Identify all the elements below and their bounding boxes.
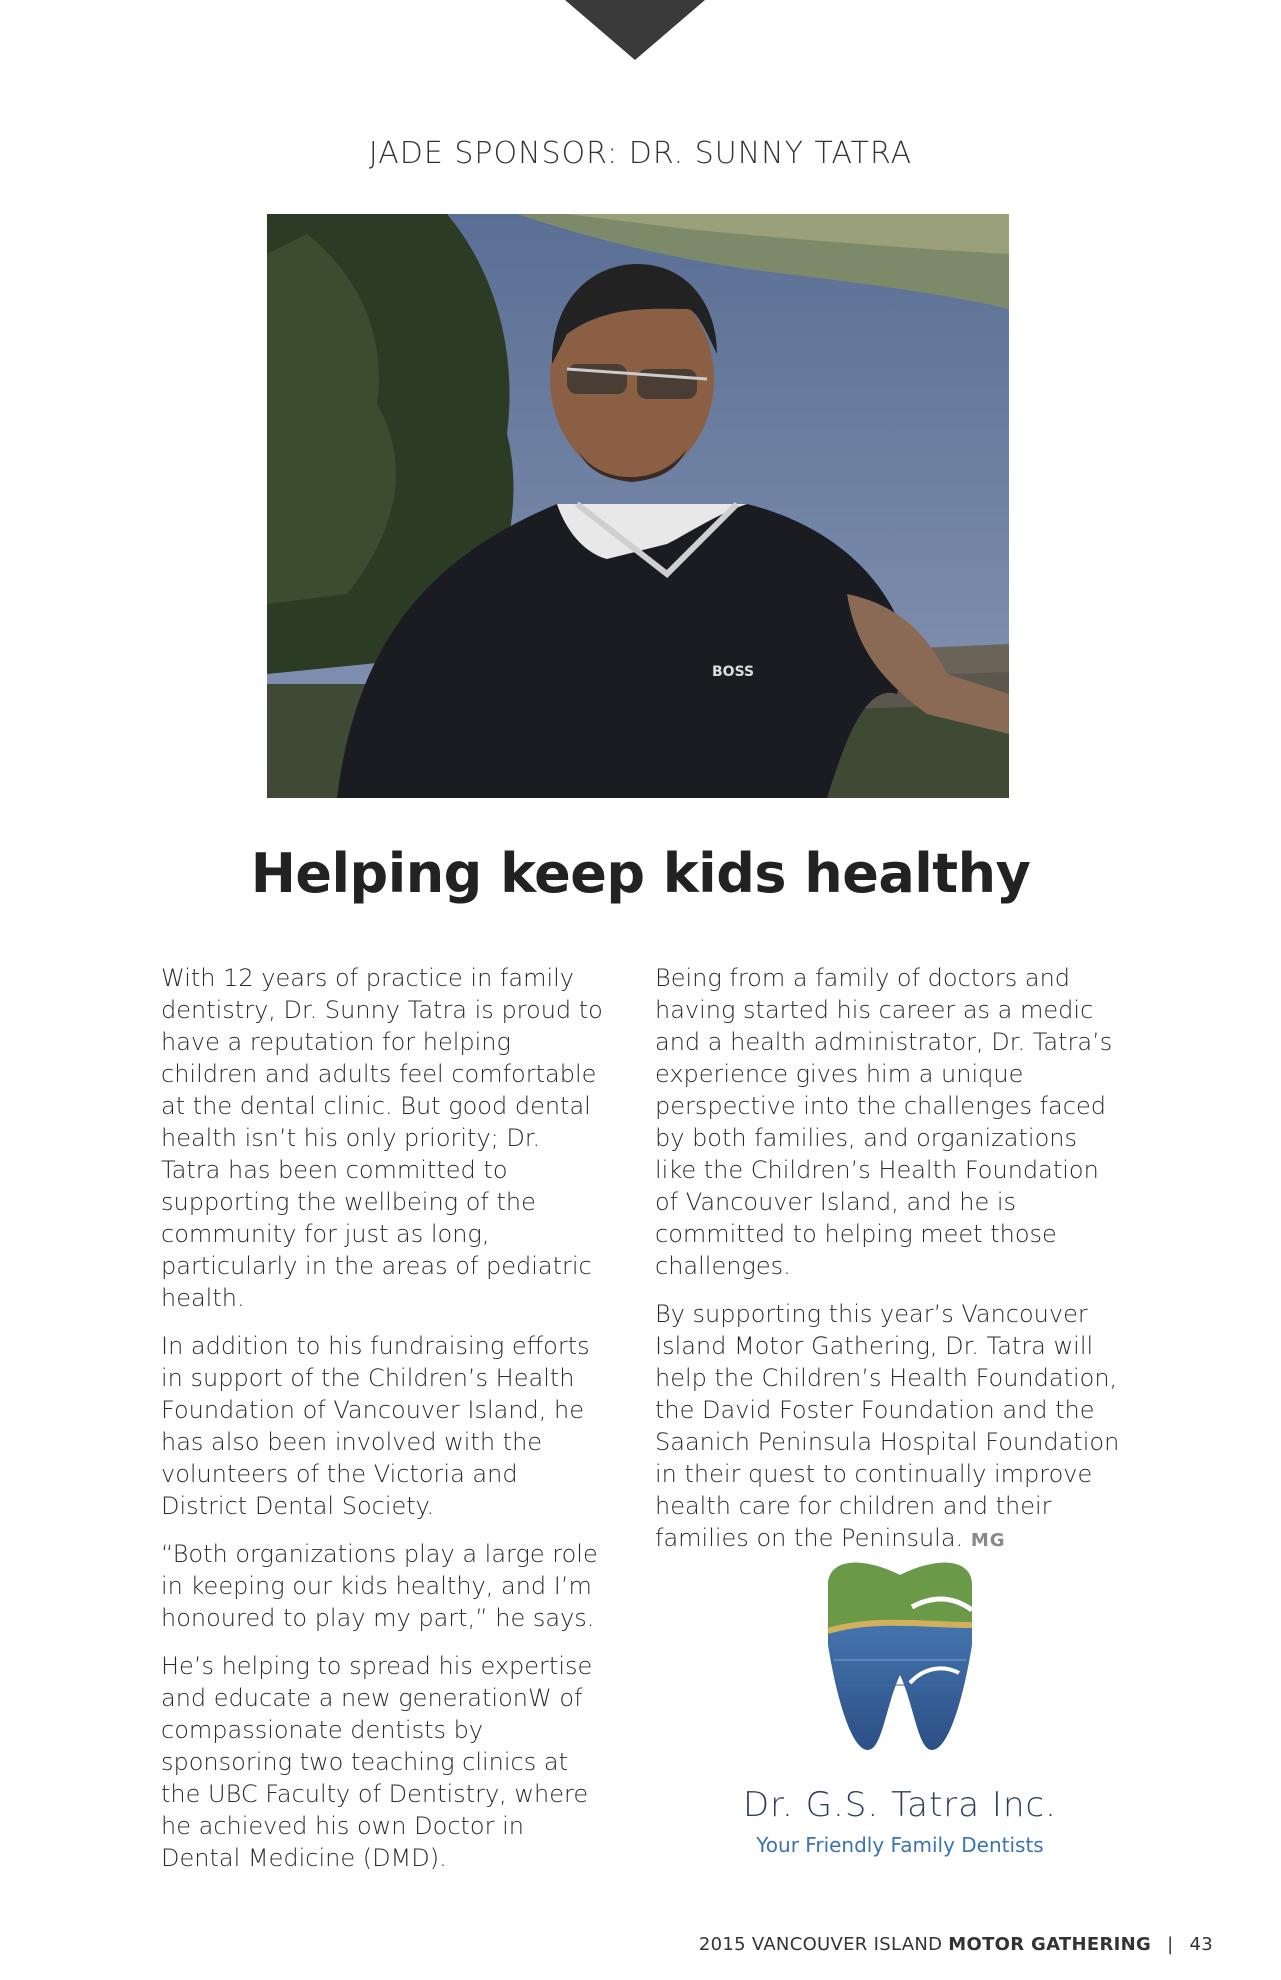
dentist-logo <box>740 1555 1060 1855</box>
paragraph: With 12 years of practice in family dentistry, Dr. Sunny Tatra is proud to have a reputation for helping children and adults feel comfortable at the dental clinic. But good dental health isn’t his only priority; Dr. Tatra has been committed to supporting the wellbeing of the community for just as long, particularly in the areas of pediatric health. <box>161 964 603 1312</box>
paragraph: He’s helping to spread his expertise and educate a new generationW of compassionate dentists by sponsoring two teaching clinics at the UBC Faculty of Dentistry, where he achieved his own Doctor in Dental Medicine (DMD). <box>161 1652 593 1872</box>
footer-bold: MOTOR GATHERING <box>948 1934 1152 1955</box>
top-tab-decoration <box>565 0 705 60</box>
paragraph-last <box>655 1298 1120 1557</box>
article-right-column <box>655 962 1120 1573</box>
paragraph: In addition to his fundraising efforts in support of the Children’s Health Foundation of Vancouver Island, he has also been involved with the volunteers of the Victoria and District Dental Society. <box>161 1332 590 1520</box>
sponsor-kicker <box>0 136 1281 171</box>
paragraph: Being from a family of doctors and having started his career as a medic and a health administrator, Dr. Tatra’s experience gives him a unique perspective into the challenges faced by both families, and organizations like the Children’s Health Foundation of Vancouver Island, and he is committed to helping meet those challenges. <box>655 964 1113 1280</box>
footer-prefix: 2015 VANCOUVER ISLAND <box>698 1934 943 1955</box>
footer-separator: | <box>1167 1934 1174 1955</box>
paragraph-text: By supporting this year’s Vancouver Island Motor Gathering, Dr. Tatra will help the Children’s Health Foundation, the David Foster Foundation and the Saanich Peninsula Hospital Foundation in their quest to continually improve health care for children and their families on the Peninsula. <box>655 1300 1120 1552</box>
logo-tagline: Your Friendly Family Dentists <box>756 1833 1044 1857</box>
shirt-logo: BOSS <box>712 664 755 680</box>
sponsor-photo <box>267 214 1009 798</box>
page-number: 43 <box>1189 1934 1213 1955</box>
kicker-name: DR. SUNNY TATRA <box>628 136 913 171</box>
paragraph: “Both organizations play a large role in keeping our kids healthy, and I’m honoured to play my part,” he says. <box>161 1540 598 1632</box>
end-mark: MG <box>970 1530 1006 1551</box>
page-footer <box>699 1934 1213 1955</box>
article-left-column <box>161 962 606 1890</box>
headline: Helping keep kids healthy <box>250 842 1031 905</box>
tooth-icon <box>814 1555 986 1755</box>
kicker-label: JADE SPONSOR: <box>368 136 619 171</box>
logo-name: Dr. G.S. Tatra Inc. <box>742 1785 1057 1825</box>
